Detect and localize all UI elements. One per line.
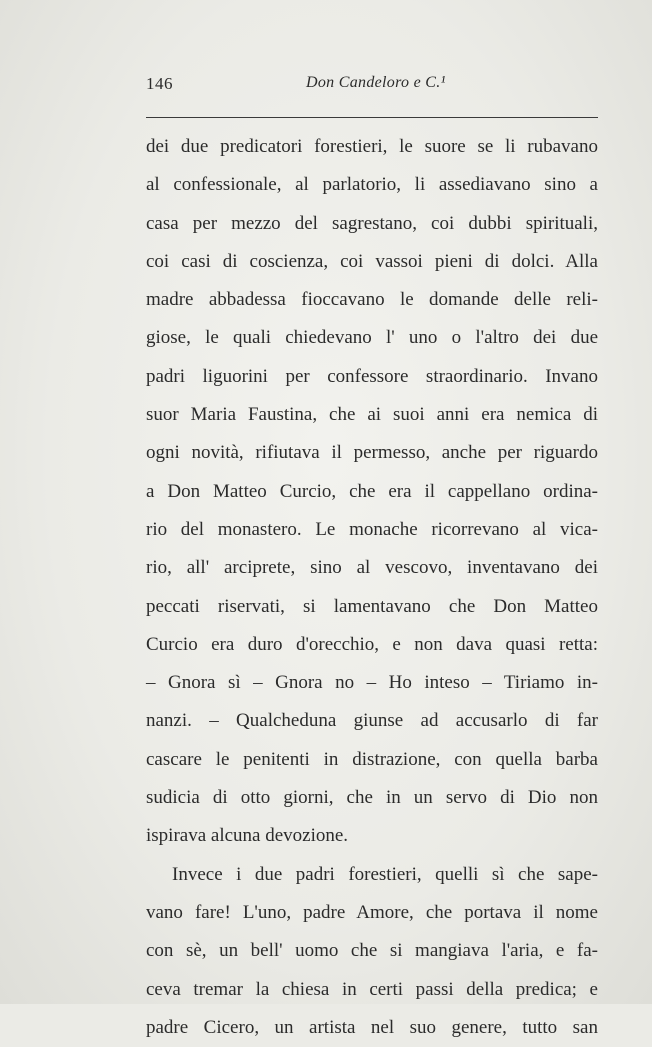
header-rule: [146, 117, 598, 118]
text-line: padre Cicero, un artista nel suo genere, tutto san: [146, 1016, 598, 1038]
text-line: coi casi di coscienza, coi vassoi pieni di dolci. Alla: [146, 250, 598, 272]
text-line: ogni novità, rifiutava il permesso, anche per riguardo: [146, 442, 598, 464]
text-line: padri liguorini per confessore straordinario. Invano: [146, 365, 598, 387]
text-line: peccati riservati, si lamentavano che Don Matteo: [146, 595, 598, 617]
text-line: madre abbadessa fioccavano le domande delle reli-: [146, 289, 598, 311]
text-line: nanzi. – Qualcheduna giunse ad accusarlo di far: [146, 710, 598, 732]
text-line: Curcio era duro d'orecchio, e non dava quasi retta:: [146, 633, 598, 655]
text-line: rio, all' arciprete, sino al vescovo, inventavano dei: [146, 557, 598, 579]
page-number: 146: [146, 74, 173, 93]
text-line: casa per mezzo del sagrestano, coi dubbi spirituali,: [146, 212, 598, 234]
text-line: dei due predicatori forestieri, le suore se li rubavano: [146, 136, 598, 157]
text-line: al confessionale, al parlatorio, li assediavano sino a: [146, 174, 598, 196]
text-line: – Gnora sì – Gnora no – Ho inteso – Tiriamo in-: [146, 672, 598, 694]
text-line: ceva tremar la chiesa in certi passi della predica; e: [146, 978, 598, 1000]
text-line: vano fare! L'uno, padre Amore, che portava il nome: [146, 901, 598, 923]
body-text: [146, 128, 598, 1047]
text-line: giose, le quali chiedevano l' uno o l'altro dei due: [146, 327, 598, 349]
text-line: con sè, un bell' uomo che si mangiava l'aria, e fa-: [146, 940, 598, 962]
page-header: [146, 74, 598, 98]
running-title: Don Candeloro e C.¹: [306, 74, 446, 91]
text-line: sudicia di otto giorni, che in un servo di Dio non: [146, 787, 598, 809]
text-line: rio del monastero. Le monache ricorrevano al vica-: [146, 518, 598, 540]
text-line: a Don Matteo Curcio, che era il cappellano ordina-: [146, 480, 598, 502]
text-line: cascare le penitenti in distrazione, con quella barba: [146, 748, 598, 770]
paragraph-first-line: Invece i due padri forestieri, quelli sì che sape-: [172, 863, 598, 885]
text-line: suor Maria Faustina, che ai suoi anni era nemica di: [146, 404, 598, 426]
text-line: ispirava alcuna devozione.: [146, 825, 349, 847]
